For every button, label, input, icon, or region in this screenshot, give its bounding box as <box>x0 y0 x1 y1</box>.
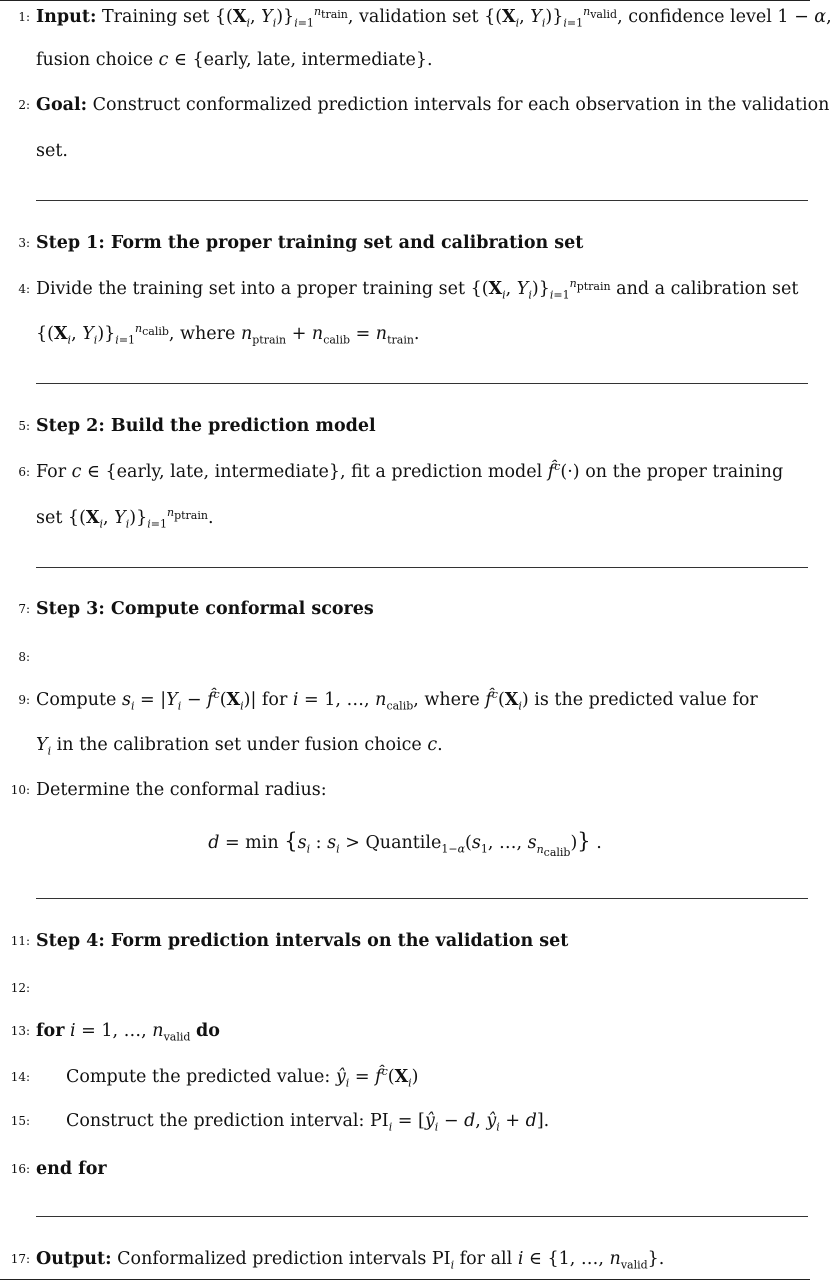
input-label: Input: <box>36 7 97 27</box>
line-number: 14: <box>10 1070 30 1084</box>
section-divider <box>36 1216 808 1217</box>
line-number: 16: <box>10 1162 30 1176</box>
line-number: 12: <box>10 981 30 995</box>
line-number: 11: <box>10 934 30 948</box>
goal-text: Construct conformalized prediction intervals for each observation in the validation <box>92 95 830 115</box>
step-4-heading: Step 4: Form prediction intervals on the validation set <box>36 931 569 951</box>
line-number: 4: <box>18 282 30 296</box>
algorithm-box: 1: Input: Training set {($X_i$, $Y_i)\}_{i=1}^{n_{train}}$, validation set {($X_i$, $Y_i)\}_{i=1}^{n_{valid}}$, confidence level 1 − α, fusion choice c ∈ {early, late, intermediate}. 2: Goal: Construct conformalized prediction intervals for each observation in the validation set. 3: Step 1: Form the proper training set and calibration set 4: Divide the training set into a proper training set {($X_i$, $Y_i)\}_{i=1}^{n_{ptrain}}$ and a calibration set {($X_i$, $Y_i)\}_{i=1}^{n_{calib}}$, where $n_{ptrain} + n_{calib} = n_{train}$. 5: Step 2: Build the prediction model 6: For c ∈ {early, late, intermediate}, fit a prediction model f̂$^c$(·) on the proper training set {($X_i$, $Y_i)\}_{i=1}^{n_{ptrain}}$. 7: Step 3: Compute conformal scores 8: 9: Compute $s_i = |Y_i$ − $f̂^c(X_i)|$ for i = 1, …, $n_{calib}$, where $f̂^c(X_i)$ is the predicted value for $Y_i$ in the calibration set under fusion choice c. 10: Determine the conformal radius: $d = \min \{s_i$ : $s_i$ > $Quantile_{1-\alpha}(s_1$, …, $s_{n_{calib}}$)} . 11: Step 4: Form prediction intervals on the validation set 12: 13: for i = 1, …, $n_{valid}$ do 14: Compute the predicted value: $ŷ_i$ = $f̂^c(X_i)$ 15: Construct the prediction interval: $PI_i$ = [$ŷ_i - d$, $ŷ_i + d$]. 16: end for 17: Output: Conformalized prediction intervals $PI_i$ for all i ∈ {1, …, $n_{valid}$}. <box>0 0 810 1280</box>
line-number: 5: <box>18 419 30 433</box>
line-number: 8: <box>18 650 30 664</box>
step-3-text: Compute $s_i = |Y_i$ − $f̂^c(X_i)|$ for i = 1, …, $n_{calib}$, where $f̂^c(X_i)$ is the predicted value for <box>36 688 758 713</box>
line-number: 15: <box>10 1114 30 1128</box>
step-1-heading: Step 1: Form the proper training set and calibration set <box>36 233 584 253</box>
section-divider <box>36 200 808 201</box>
output-text: Conformalized prediction intervals $PI_i$ for all i ∈ {1, …, $n_{valid}$}. <box>117 1249 665 1272</box>
end-for-keyword: end for <box>36 1159 107 1179</box>
line-number: 9: <box>18 693 30 707</box>
section-divider <box>36 383 808 384</box>
line-number: 3: <box>18 236 30 250</box>
step-2-heading: Step 2: Build the prediction model <box>36 416 376 436</box>
step-1-text: Divide the training set into a proper training set {($X_i$, $Y_i)\}_{i=1}^{n_{ptrain}}$ and a calibration set <box>36 277 799 302</box>
line-number: 1: <box>18 10 30 24</box>
section-divider <box>36 898 808 899</box>
step-2-text: For c ∈ {early, late, intermediate}, fit a prediction model f̂$^c$(·) on the proper training <box>36 460 784 482</box>
line-number: 13: <box>10 1024 30 1038</box>
output-label: Output: <box>36 1249 112 1269</box>
step-3-heading: Step 3: Compute conformal scores <box>36 599 374 619</box>
input-text: Training set {($X_i$, $Y_i)\}_{i=1}^{n_{train}}$, validation set {($X_i$, $Y_i)\}_{i=1}^{n_{valid}}$, confidence level 1 − α, <box>102 5 832 30</box>
line-number: 17: <box>10 1252 30 1266</box>
section-divider <box>36 567 808 568</box>
do-keyword: do <box>196 1021 220 1041</box>
radius-text: Determine the conformal radius: <box>36 780 327 800</box>
line-number: 2: <box>18 98 30 112</box>
radius-equation: $d = \min \{s_i$ : $s_i$ > $Quantile_{1-\alpha}(s_1$, …, $s_{n_{calib}}$)} . <box>208 829 602 859</box>
predict-text: Compute the predicted value: $ŷ_i$ = $f̂^c(X_i)$ <box>66 1065 419 1090</box>
interval-text: Construct the prediction interval: $PI_i$ = [$ŷ_i - d$, $ŷ_i + d$]. <box>66 1111 550 1134</box>
for-keyword: for <box>36 1021 65 1041</box>
line-number: 10: <box>10 783 30 797</box>
line-number: 6: <box>18 465 30 479</box>
line-number: 7: <box>18 602 30 616</box>
goal-label: Goal: <box>36 95 88 115</box>
